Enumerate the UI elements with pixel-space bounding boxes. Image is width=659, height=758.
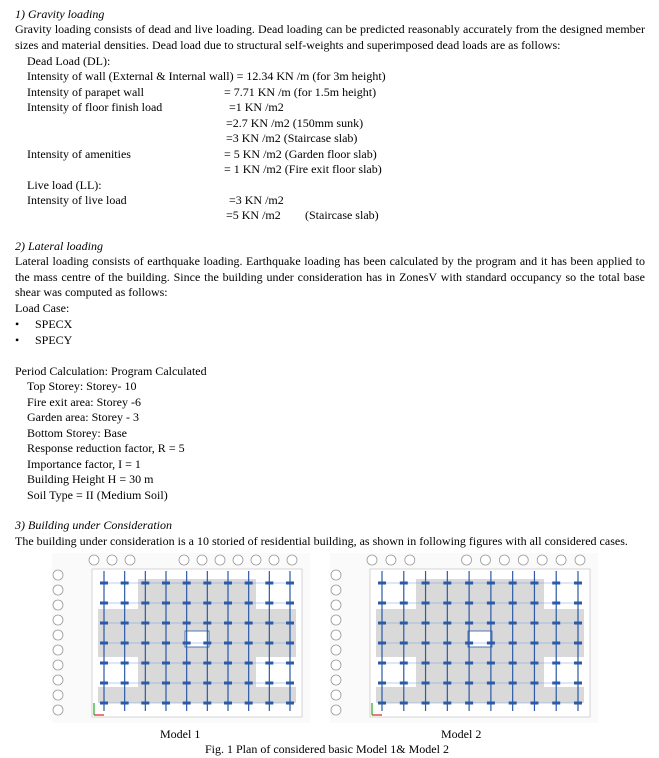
- grid-bubble: [53, 645, 63, 655]
- column: [162, 642, 170, 645]
- column: [286, 642, 294, 645]
- column: [530, 602, 538, 605]
- column: [465, 602, 473, 605]
- column: [162, 582, 170, 585]
- column: [162, 602, 170, 605]
- column: [574, 602, 582, 605]
- grid-bubble: [53, 630, 63, 640]
- period-calculation: Period Calculation: Program Calculated: [15, 364, 207, 378]
- grid-bubble: [480, 555, 490, 565]
- grid-bubble: [179, 555, 189, 565]
- staircase-opening: [468, 631, 492, 647]
- column: [574, 682, 582, 685]
- column: [265, 622, 273, 625]
- column: [465, 622, 473, 625]
- column: [574, 582, 582, 585]
- column: [422, 602, 430, 605]
- column: [465, 682, 473, 685]
- column: [443, 662, 451, 665]
- column: [245, 622, 253, 625]
- column: [121, 622, 129, 625]
- model-1-plan: [52, 553, 310, 723]
- column: [487, 642, 495, 645]
- amenities-value: = 5 KN /m2 (Garden floor slab): [224, 147, 377, 161]
- section-3-paragraph: The building under consideration is a 10 storied of residential building, as shown in following figures with all considered cases.: [15, 534, 628, 548]
- grid-bubble: [331, 645, 341, 655]
- column: [509, 642, 517, 645]
- section-2-paragraph: Lateral loading consists of earthquake loading. Earthquake loading has been calculated by the program and it has been applied to the mass centre of the building. Since the building under consideration has in ZonesV with standard occupancy so the total base shear was computed as follows:: [15, 254, 645, 299]
- column: [443, 622, 451, 625]
- column: [286, 682, 294, 685]
- column: [224, 642, 232, 645]
- live-load-label: Intensity of live load: [27, 193, 127, 207]
- column: [443, 682, 451, 685]
- column: [183, 582, 191, 585]
- grid-bubble: [197, 555, 207, 565]
- column: [552, 682, 560, 685]
- parapet-value: = 7.71 KN /m (for 1.5m height): [224, 85, 377, 99]
- staircase-opening: [185, 631, 209, 647]
- column: [530, 642, 538, 645]
- model-2-plan: [330, 553, 598, 723]
- column: [443, 702, 451, 705]
- column: [224, 662, 232, 665]
- grid-bubble: [331, 705, 341, 715]
- column: [121, 642, 129, 645]
- param-line: Fire exit area: Storey -6: [27, 395, 141, 409]
- grid-bubble: [89, 555, 99, 565]
- column: [530, 682, 538, 685]
- grid-bubble: [331, 615, 341, 625]
- column: [286, 602, 294, 605]
- column: [121, 702, 129, 705]
- grid-bubble: [125, 555, 135, 565]
- column: [224, 682, 232, 685]
- grid-bubble: [53, 690, 63, 700]
- param-line: Soil Type = II (Medium Soil): [27, 488, 168, 502]
- column: [509, 702, 517, 705]
- column: [141, 582, 149, 585]
- column: [286, 582, 294, 585]
- grid-bubble: [386, 555, 396, 565]
- column: [552, 662, 560, 665]
- param-line: Building Height H = 30 m: [27, 472, 154, 486]
- column: [530, 662, 538, 665]
- column: [487, 702, 495, 705]
- column: [443, 642, 451, 645]
- column: [183, 662, 191, 665]
- section-1-heading: 1) Gravity loading: [15, 7, 105, 21]
- column: [574, 622, 582, 625]
- column: [400, 602, 408, 605]
- grid-bubble: [405, 555, 415, 565]
- param-line: Response reduction factor, R = 5: [27, 441, 185, 455]
- grid-bubble: [287, 555, 297, 565]
- column: [183, 682, 191, 685]
- column: [574, 662, 582, 665]
- column: [422, 642, 430, 645]
- column: [203, 702, 211, 705]
- column: [422, 702, 430, 705]
- grid-bubble: [331, 660, 341, 670]
- column: [509, 622, 517, 625]
- column: [509, 682, 517, 685]
- grid-bubble: [251, 555, 261, 565]
- wall-load-line: Intensity of wall (External & Internal wall) = 12.34 KN /m (for 3m height): [27, 69, 386, 83]
- column: [162, 662, 170, 665]
- column: [224, 622, 232, 625]
- grid-bubble: [53, 675, 63, 685]
- section-1-paragraph: Gravity loading consists of dead and live loading. Dead loading can be predicted reasonably accurately from the designed member sizes and material densities. Dead load due to structural self-weights and superimposed dead loads are as follows:: [15, 22, 645, 52]
- column: [574, 702, 582, 705]
- column: [400, 582, 408, 585]
- column: [422, 622, 430, 625]
- bullet-icon: •: [15, 333, 20, 347]
- column: [400, 642, 408, 645]
- column: [245, 682, 253, 685]
- grid-bubble: [53, 705, 63, 715]
- grid-bubble: [269, 555, 279, 565]
- column: [100, 682, 108, 685]
- grid-bubble: [215, 555, 225, 565]
- column: [245, 662, 253, 665]
- model-1-plan-drawing: [52, 553, 310, 723]
- live-load-value: =3 KN /m2: [229, 193, 284, 207]
- column: [121, 582, 129, 585]
- grid-bubble: [53, 615, 63, 625]
- column: [552, 642, 560, 645]
- grid-bubble: [499, 555, 509, 565]
- grid-bubble: [331, 585, 341, 595]
- grid-bubble: [233, 555, 243, 565]
- param-line: Garden area: Storey - 3: [27, 410, 139, 424]
- column: [265, 682, 273, 685]
- column: [100, 702, 108, 705]
- column: [141, 702, 149, 705]
- column: [487, 622, 495, 625]
- live-load-value: =5 KN /m2: [226, 208, 281, 222]
- column: [400, 682, 408, 685]
- column: [100, 582, 108, 585]
- grid-bubble: [331, 675, 341, 685]
- load-case-item: SPECX: [35, 317, 73, 331]
- column: [203, 662, 211, 665]
- param-line: Importance factor, I = 1: [27, 457, 141, 471]
- grid-bubble: [575, 555, 585, 565]
- column: [487, 682, 495, 685]
- grid-bubble: [331, 630, 341, 640]
- floor-finish-value: =2.7 KN /m2 (150mm sunk): [226, 116, 364, 130]
- column: [121, 602, 129, 605]
- column: [552, 582, 560, 585]
- amenities-value: = 1 KN /m2 (Fire exit floor slab): [224, 162, 382, 176]
- amenities-label: Intensity of amenities: [27, 147, 131, 161]
- column: [530, 702, 538, 705]
- grid-bubble: [537, 555, 547, 565]
- parapet-label: Intensity of parapet wall: [27, 85, 144, 99]
- column: [141, 622, 149, 625]
- column: [245, 642, 253, 645]
- column: [265, 642, 273, 645]
- load-case-label: Load Case:: [15, 301, 70, 315]
- column: [141, 642, 149, 645]
- column: [121, 682, 129, 685]
- column: [100, 662, 108, 665]
- column: [378, 582, 386, 585]
- grid-bubble: [518, 555, 528, 565]
- param-line: Bottom Storey: Base: [27, 426, 127, 440]
- column: [552, 702, 560, 705]
- column: [245, 702, 253, 705]
- column: [465, 582, 473, 585]
- column: [509, 582, 517, 585]
- column: [400, 702, 408, 705]
- column: [121, 662, 129, 665]
- column: [265, 662, 273, 665]
- grid-bubble: [53, 660, 63, 670]
- column: [378, 682, 386, 685]
- column: [224, 582, 232, 585]
- column: [183, 602, 191, 605]
- column: [265, 582, 273, 585]
- column: [530, 622, 538, 625]
- column: [465, 662, 473, 665]
- grid-bubble: [331, 570, 341, 580]
- figure-caption: Fig. 1 Plan of considered basic Model 1& Model 2: [205, 742, 449, 756]
- grid-bubble: [53, 600, 63, 610]
- grid-bubble: [331, 600, 341, 610]
- column: [245, 602, 253, 605]
- column: [465, 702, 473, 705]
- column: [530, 582, 538, 585]
- column: [224, 702, 232, 705]
- grid-bubble: [107, 555, 117, 565]
- dead-load-title: Dead Load (DL):: [27, 54, 111, 68]
- column: [487, 582, 495, 585]
- column: [265, 702, 273, 705]
- column: [100, 602, 108, 605]
- column: [183, 622, 191, 625]
- column: [378, 662, 386, 665]
- grid-bubble: [556, 555, 566, 565]
- column: [286, 622, 294, 625]
- column: [162, 622, 170, 625]
- column: [224, 602, 232, 605]
- column: [574, 642, 582, 645]
- column: [183, 702, 191, 705]
- column: [162, 702, 170, 705]
- column: [509, 602, 517, 605]
- live-load-title: Live load (LL):: [27, 178, 102, 192]
- column: [245, 582, 253, 585]
- column: [141, 682, 149, 685]
- column: [141, 602, 149, 605]
- grid-bubble: [367, 555, 377, 565]
- section-2-heading: 2) Lateral loading: [15, 239, 104, 253]
- column: [141, 662, 149, 665]
- column: [400, 662, 408, 665]
- grid-bubble: [53, 585, 63, 595]
- column: [203, 622, 211, 625]
- column: [487, 662, 495, 665]
- column: [378, 642, 386, 645]
- column: [400, 622, 408, 625]
- column: [100, 622, 108, 625]
- column: [443, 582, 451, 585]
- section-3-heading: 3) Building under Consideration: [15, 518, 172, 532]
- param-line: Top Storey: Storey- 10: [27, 379, 137, 393]
- model-2-plan-drawing: [330, 553, 598, 723]
- column: [422, 582, 430, 585]
- column: [487, 602, 495, 605]
- grid-bubble: [462, 555, 472, 565]
- column: [265, 602, 273, 605]
- column: [552, 602, 560, 605]
- floor-finish-label: Intensity of floor finish load: [27, 100, 163, 114]
- column: [203, 682, 211, 685]
- column: [286, 662, 294, 665]
- column: [465, 642, 473, 645]
- column: [100, 642, 108, 645]
- load-case-item: SPECY: [35, 333, 73, 347]
- column: [162, 682, 170, 685]
- column: [378, 622, 386, 625]
- column: [203, 582, 211, 585]
- column: [203, 602, 211, 605]
- model-2-label: Model 2: [441, 727, 482, 741]
- column: [203, 642, 211, 645]
- model-1-label: Model 1: [160, 727, 201, 741]
- column: [286, 702, 294, 705]
- floor-finish-value: =3 KN /m2 (Staircase slab): [226, 131, 358, 145]
- floor-finish-value: =1 KN /m2: [229, 100, 284, 114]
- grid-bubble: [53, 570, 63, 580]
- column: [422, 662, 430, 665]
- column: [183, 642, 191, 645]
- bullet-icon: •: [15, 317, 20, 331]
- live-load-note: (Staircase slab): [305, 208, 379, 222]
- column: [422, 682, 430, 685]
- grid-bubble: [331, 690, 341, 700]
- column: [552, 622, 560, 625]
- column: [378, 702, 386, 705]
- column: [509, 662, 517, 665]
- column: [443, 602, 451, 605]
- column: [378, 602, 386, 605]
